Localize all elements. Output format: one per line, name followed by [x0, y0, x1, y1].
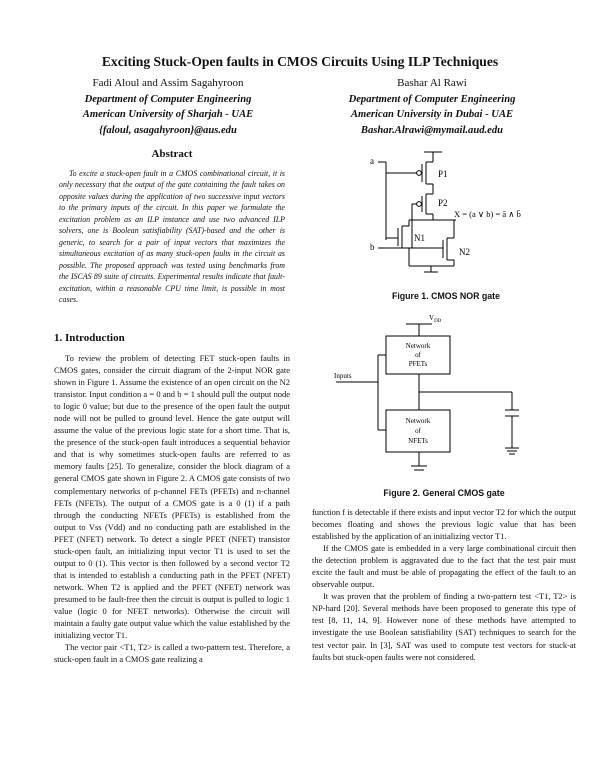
fig2-vdd-label: $V_{DD}$ [429, 314, 442, 324]
paper-title: Exciting Stuck-Open faults in CMOS Circuits Using ILP Techniques [101, 54, 499, 69]
author-department: Department of Computer Engineering [348, 93, 516, 105]
intro-paragraph-2: The vector pair <T1, T2> is called a two-pattern test. Therefore, a stuck-open fault in a CMOS gate realizing a [54, 642, 290, 665]
figure-2-general-cmos-diagram [316, 310, 572, 484]
figure-1-nor-gate-diagram [326, 148, 566, 288]
fig1-n2-label: N2 [459, 247, 470, 257]
section-heading-introduction: 1. Introduction [54, 332, 125, 344]
figure-2-caption: Figure 2. General CMOS gate [383, 488, 505, 498]
abstract-text: To excite a stuck-open fault in a CMOS combinational circuit, it is only necessary that the output of the gate containing the fault takes on opposite values during the application of two successive input vectors to the primary inputs of the circuit. In this paper we formulate the excitation problem as an ILP instance and use two advanced ILP solvers, one is Boolean satisfiability (SAT)-based and the other is generic, to search for a pair of input vectors that maximizes the simultaneous excitation of as many stuck-open faults in the circuit as possible. The proposed approach was tested using benchmarks from the ISCAS 89 suite of circuits. Experimental results indicate that fault-excitation, within a reasonable CPU time limit, is possible in most cases. [59, 169, 285, 304]
abstract-body [59, 168, 285, 305]
fig1-p2-label: P2 [438, 198, 448, 208]
left-column-text [54, 352, 290, 665]
author-university: American University of Sharjah - UAE [82, 109, 254, 120]
fig1-p1-label: P1 [438, 169, 448, 179]
author-email: Bashar.Alrawi@mymail.aud.edu [360, 124, 504, 136]
fig2-nfet-box-line-3: NFETs [408, 437, 428, 445]
fig1-input-a-label: a [370, 156, 374, 166]
fig1-input-b-label: b [370, 242, 375, 252]
fig2-nfet-box-line-1: Network [405, 417, 431, 425]
author-block-left [40, 76, 296, 138]
right-column-text [312, 506, 576, 663]
fig2-pfet-box-line-2: of [415, 351, 421, 359]
right-paragraph-2: If the CMOS gate is embedded in a very large combinational circuit then the detection problem is aggravated due to the fact that the test pair must excite the fault and must be able of propagating the effect of the fault to an observable output. [312, 543, 576, 590]
abstract-heading: Abstract [151, 148, 193, 160]
figure-1-caption: Figure 1. CMOS NOR gate [391, 291, 501, 301]
author-names: Fadi Aloul and Assim Sagahyroon [92, 77, 244, 89]
author-department: Department of Computer Engineering [84, 93, 252, 105]
fig2-inputs-label: Inputs [334, 372, 352, 380]
right-paragraph-1: function f is detectable if there exists and input vector T2 for which the output becomes floating and shows the previous logic value that has been established by the application of an initializing vector T1. [312, 507, 576, 542]
fig1-output-expression: X = (a ∨ b) = ā ∧ b̄ [454, 209, 521, 219]
author-block-right [300, 76, 564, 138]
author-email: {faloul, asagahyroon}@aus.edu [99, 124, 237, 136]
fig2-pfet-box-line-3: PFETs [408, 360, 428, 368]
author-names: Bashar Al Rawi [397, 77, 467, 89]
author-university: American University in Dubai - UAE [350, 109, 514, 120]
intro-paragraph-1: To review the problem of detecting FET stuck-open faults in CMOS gates, consider the circuit diagram of the 2-input NOR gate shown in Figure 1. Assume the existence of an open circuit on the N2 transistor. Input condition a = 0 and b = 1 should pull the output node to logic 0 value; but due to the presence of the open fault the output node will not be pulled to ground level. Hence the gate output will assume the value of the previous logic state for a short time. That is, the presence of the stuck-open fault introduces a sequential behavior and that is why sometimes stuck-open faults are referred to as memory faults [25]. To generalize, consider the block diagram of a general CMOS gate shown in Figure 2. A CMOS gate consists of two complementary networks of p-channel FETs (PFETs) and n-channel FETs (NFETs). The output of a CMOS gate is a 0 (1) if a path through the conducting NFETs (PFETs) is established from the output to Vss (Vdd) and no conducting path are established in the PFET (NFET) network. To detect a single PFET (NFET) transistor stuck-open fault, an initializing input vector T1 is used to set the output to 0 (1). This vector is then followed by a second vector T2 that is intended to establish a conducting path in the PFET (NFET) network. When T2 is applied and the PFET (NFET) network was presumed to be fault-free then the circuit is output is pulled to logic 1 value (logic 0 for NFET networks). Otherwise the circuit will maintain a faulty gate output value which the value established by the initializing vector T1. [54, 353, 290, 641]
fig2-nfet-box-line-2: of [415, 427, 421, 435]
right-paragraph-3: It was proven that the problem of finding a two-pattern test <T1, T2> is NP-hard [20]. Several methods have been proposed to generate this type of test [8, 11, 14, 9]. However none of these methods have attempted to investigate the use Boolean satisfiability (SAT) techniques to search for the test vector pair. In [3], SAT was used to compute test vectors for stuck-at faults but stuck-open faults were not considered. [312, 591, 576, 662]
fig1-n1-label: N1 [414, 233, 425, 243]
fig2-pfet-box-line-1: Network [405, 342, 431, 350]
